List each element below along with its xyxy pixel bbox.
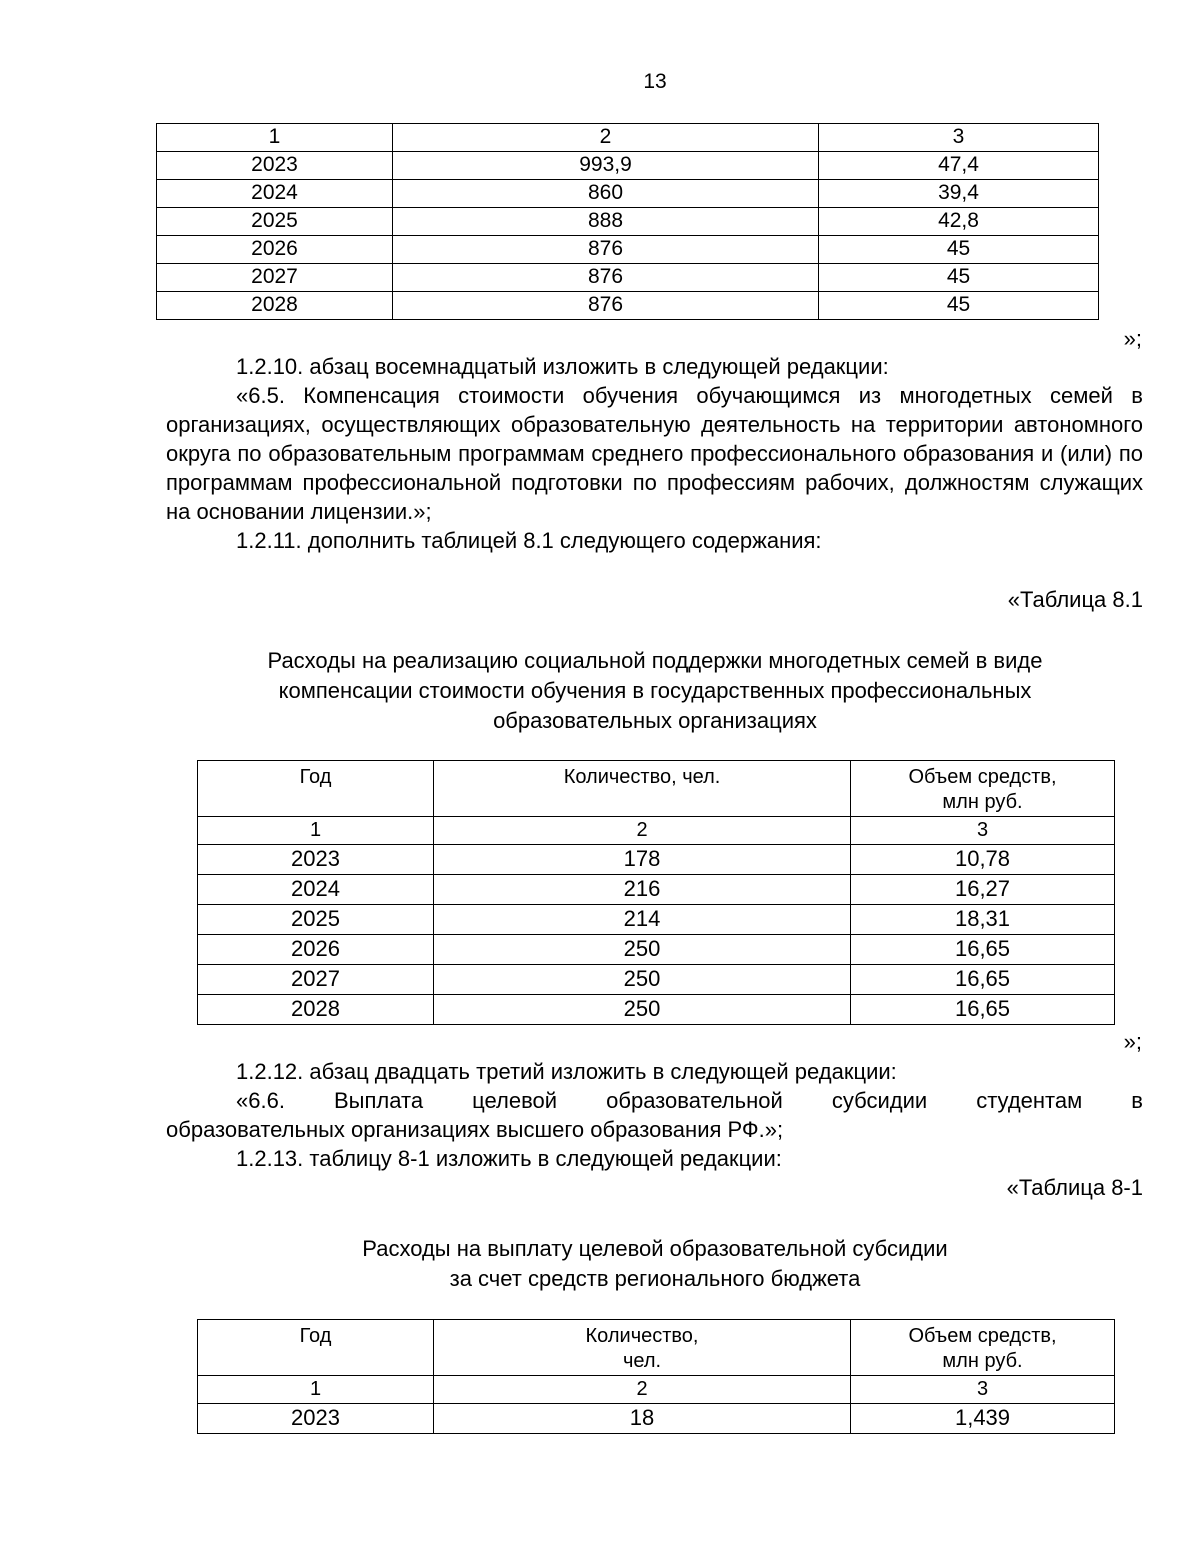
table-cell: 2025 <box>198 905 434 935</box>
table-cell: 2024 <box>198 875 434 905</box>
table-cell: 16,65 <box>851 935 1115 965</box>
table-cell: 45 <box>819 292 1099 320</box>
table-row <box>198 905 1115 935</box>
table-cell: 1 <box>157 124 393 152</box>
table-cell: 250 <box>434 995 851 1025</box>
table-cell: 2 <box>393 124 819 152</box>
table-cell: 2023 <box>198 1404 434 1434</box>
caption-line: образовательных организациях <box>493 708 817 733</box>
caption-line: Расходы на выплату целевой образовательной субсидии <box>362 1236 948 1261</box>
table-cell: 876 <box>393 236 819 264</box>
table-8-1-dash <box>197 1319 1115 1434</box>
table-row <box>198 995 1115 1025</box>
table-cell: 1,439 <box>851 1404 1115 1434</box>
table-cell: 42,8 <box>819 208 1099 236</box>
table-header-cell: Год <box>198 761 434 817</box>
table-cell: 2023 <box>157 152 393 180</box>
table-cell: 39,4 <box>819 180 1099 208</box>
table-row <box>198 1404 1115 1434</box>
table-header-cell: Количество, чел. <box>434 1320 851 1376</box>
table-cell: 876 <box>393 264 819 292</box>
table-cell: 3 <box>819 124 1099 152</box>
table-cell: 45 <box>819 236 1099 264</box>
table-cell: 1 <box>198 817 434 845</box>
table-cell: 216 <box>434 875 851 905</box>
page-number: 13 <box>643 70 667 93</box>
table-header-row <box>157 124 1099 152</box>
table-row <box>157 292 1099 320</box>
table-cell: 2028 <box>198 995 434 1025</box>
table-cell: 1 <box>198 1376 434 1404</box>
table-cell: 250 <box>434 935 851 965</box>
table-cell: 2 <box>434 1376 851 1404</box>
table-row <box>198 935 1115 965</box>
table-8-1-caption <box>0 646 1200 736</box>
paragraph-1-2-13: 1.2.13. таблицу 8-1 изложить в следующей редакции: <box>236 1146 782 1171</box>
caption-line: за счет средств регионального бюджета <box>449 1266 861 1291</box>
table-header-cell: Количество, чел. <box>434 761 851 817</box>
caption-line: компенсации стоимости обучения в государственных профессиональных <box>278 678 1032 703</box>
paragraph-1-2-10: 1.2.10. абзац восемнадцатый изложить в следующей редакции: <box>236 354 889 379</box>
table-row <box>198 875 1115 905</box>
table-header-row <box>198 761 1115 817</box>
table-cell: 860 <box>393 180 819 208</box>
continued-table <box>156 123 1099 320</box>
table-cell: 2027 <box>157 264 393 292</box>
paragraph-6-6-line-2: образовательных организациях высшего образования РФ.»; <box>166 1117 784 1142</box>
table-row <box>157 180 1099 208</box>
table-cell: 2025 <box>157 208 393 236</box>
table-cell: 16,27 <box>851 875 1115 905</box>
table-8-1-label: «Таблица 8.1 <box>1007 587 1143 612</box>
table-row <box>157 236 1099 264</box>
table-cell: 2028 <box>157 292 393 320</box>
table-cell: 2024 <box>157 180 393 208</box>
table-cell: 10,78 <box>851 845 1115 875</box>
table-closing-quote: »; <box>1123 1029 1142 1054</box>
paragraph-6-5: «6.5. Компенсация стоимости обучения обучающимся из многодетных семей в организациях, осуществляющих образовательную деятельность на территории автономного округа по образовательным программам среднего профессионального образования и (или) по программам профессиональной подготовки по профессиям рабочих, должностям служащих на основании лицензии.»; <box>166 383 1143 524</box>
table-number-row <box>198 1376 1115 1404</box>
table-number-row <box>198 817 1115 845</box>
table-cell: 2023 <box>198 845 434 875</box>
table-row <box>157 264 1099 292</box>
table-cell: 2 <box>434 817 851 845</box>
table-header-cell: Год <box>198 1320 434 1376</box>
section-1 <box>166 352 1143 555</box>
table-row <box>157 152 1099 180</box>
table-cell: 2026 <box>157 236 393 264</box>
table-cell: 16,65 <box>851 965 1115 995</box>
paragraph-1-2-12: 1.2.12. абзац двадцать третий изложить в следующей редакции: <box>236 1059 897 1084</box>
table-8-1-dash-caption <box>0 1234 1200 1294</box>
table-closing-quote: »; <box>1123 326 1142 351</box>
table-8-1 <box>197 760 1115 1025</box>
paragraph-1-2-11: 1.2.11. дополнить таблицей 8.1 следующего содержания: <box>236 528 822 553</box>
table-cell: 2026 <box>198 935 434 965</box>
table-cell: 18 <box>434 1404 851 1434</box>
table-row <box>198 845 1115 875</box>
table-cell: 18,31 <box>851 905 1115 935</box>
table-cell: 888 <box>393 208 819 236</box>
table-cell: 214 <box>434 905 851 935</box>
table-cell: 178 <box>434 845 851 875</box>
table-cell: 876 <box>393 292 819 320</box>
table-cell: 2027 <box>198 965 434 995</box>
table-header-row <box>198 1320 1115 1376</box>
table-cell: 47,4 <box>819 152 1099 180</box>
table-cell: 16,65 <box>851 995 1115 1025</box>
caption-line: Расходы на реализацию социальной поддержки многодетных семей в виде <box>267 648 1043 673</box>
table-row <box>198 965 1115 995</box>
table-header-cell: Объем средств, млн руб. <box>851 761 1115 817</box>
table-8-1-dash-label: «Таблица 8-1 <box>1006 1175 1143 1200</box>
table-cell: 3 <box>851 817 1115 845</box>
paragraph-6-6-line-1: «6.6. Выплата целевой образовательной субсидии студентам в <box>236 1088 1143 1113</box>
section-2 <box>166 1057 1143 1173</box>
table-cell: 45 <box>819 264 1099 292</box>
table-row <box>157 208 1099 236</box>
table-cell: 993,9 <box>393 152 819 180</box>
table-cell: 250 <box>434 965 851 995</box>
table-cell: 3 <box>851 1376 1115 1404</box>
table-header-cell: Объем средств, млн руб. <box>851 1320 1115 1376</box>
